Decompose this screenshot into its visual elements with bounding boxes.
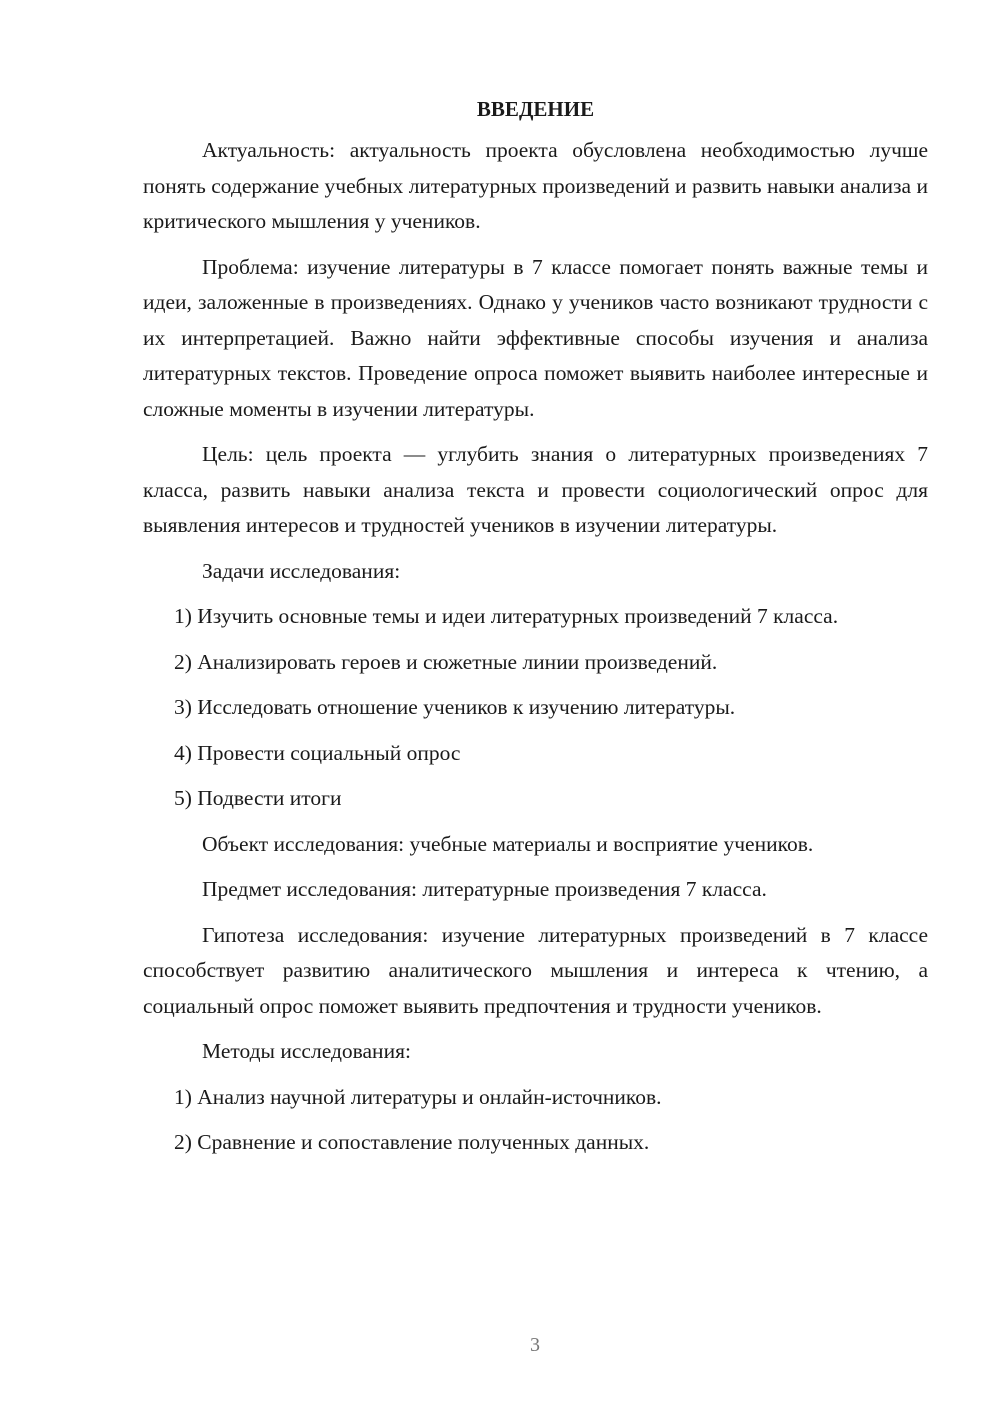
task-item-3: 3) Исследовать отношение учеников к изучению литературы. <box>174 695 736 719</box>
tasks-heading: Задачи исследования: <box>202 558 401 583</box>
task-item-2: 2) Анализировать героев и сюжетные линии произведений. <box>174 649 718 674</box>
methods-heading: Методы исследования: <box>202 1039 411 1063</box>
task-item-5: 5) Подвести итоги <box>174 786 342 810</box>
subject-paragraph: Предмет исследования: литературные произведения 7 класса. <box>202 877 767 901</box>
object-paragraph: Объект исследования: учебные материалы и восприятие учеников. <box>202 831 814 856</box>
task-item-4: 4) Провести социальный опрос <box>174 740 461 765</box>
method-item-2: 2) Сравнение и сопоставление полученных данных. <box>174 1130 650 1154</box>
hypothesis-paragraph: Гипотеза исследования: изучение литературных произведений в 7 классе способствует развитию аналитического мышления и интереса к чтению, а социальный опрос поможет выявить предпочтения и трудности учеников. <box>143 922 928 1018</box>
relevance-paragraph: Актуальность: актуальность проекта обусловлена необходимостью лучше понять содержание учебных литературных произведений и развить навыки анализа и критического мышления у учеников. <box>143 138 928 233</box>
page-number: 3 <box>530 1334 540 1356</box>
goal-paragraph: Цель: цель проекта — углубить знания о литературных произведениях 7 класса, развить навыки анализа текста и провести социологический опрос для выявления интересов и трудностей учеников в изучении литературы. <box>143 442 928 537</box>
problem-paragraph: Проблема: изучение литературы в 7 классе помогает понять важные темы и идеи, заложенные в произведениях. Однако у учеников часто возникают трудности с их интерпретацией. Важно найти эффективные способы изучения и анализа литературных текстов. Проведение опроса поможет выявить наиболее интересные и сложные моменты в изучении литературы. <box>143 254 928 421</box>
page-title: ВВЕДЕНИЕ <box>476 97 595 121</box>
task-item-1: 1) Изучить основные темы и идеи литературных произведений 7 класса. <box>174 604 839 628</box>
method-item-1: 1) Анализ научной литературы и онлайн-источников. <box>174 1084 662 1109</box>
document-page <box>143 92 928 1171</box>
